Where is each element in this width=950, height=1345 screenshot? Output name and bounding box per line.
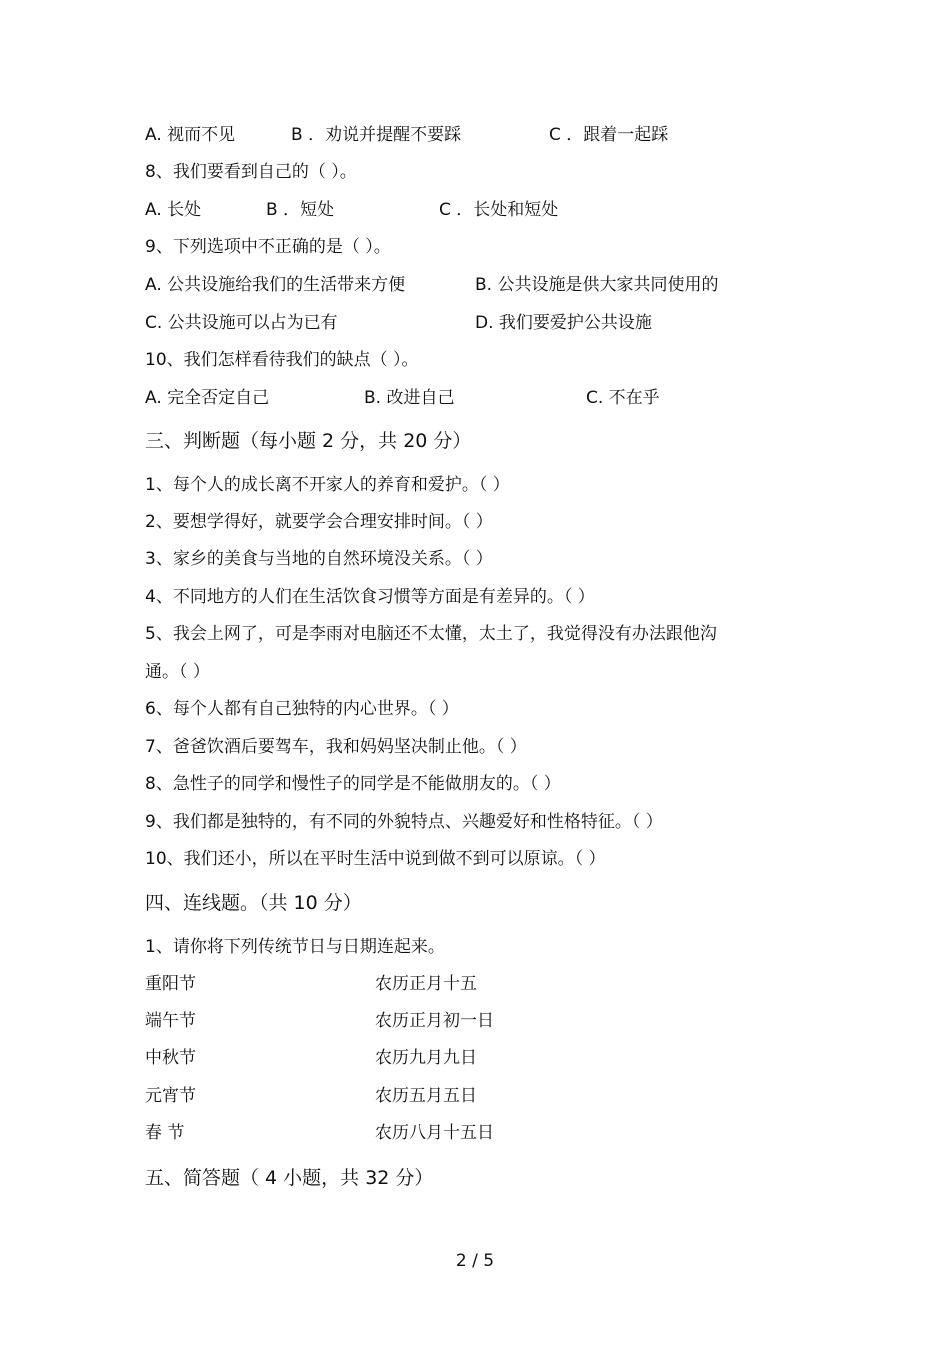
q9-option-c: C. 公共设施可以占为已有: [145, 313, 338, 333]
judge-item: 3、家乡的美食与当地的自然环境没关系。（ ）: [145, 549, 493, 569]
judge-item: 4、不同地方的人们在生活饮食习惯等方面是有差异的。（ ）: [145, 587, 595, 607]
judge-item: 6、每个人都有自己独特的内心世界。（ ）: [145, 699, 459, 719]
festival-date: 农历五月五日: [375, 1086, 477, 1106]
section3-title: 三、判断题（每小题 2 分，共 20 分）: [145, 430, 472, 452]
judge-item: 5、我会上网了，可是李雨对电脑还不太懂，太土了，我觉得没有办法跟他沟: [145, 624, 717, 644]
judge-item: 8、急性子的同学和慢性子的同学是不能做朋友的。（ ）: [145, 774, 561, 794]
judge-item: 7、爸爸饮酒后要驾车，我和妈妈坚决制止他。（ ）: [145, 737, 527, 757]
festival-date: 农历正月初一日: [375, 1011, 494, 1031]
section5-title: 五、简答题（ 4 小题，共 32 分）: [145, 1167, 434, 1189]
section4-title: 四、连线题。（共 10 分）: [145, 892, 362, 914]
q9-question: 9、下列选项中不正确的是（ ）。: [145, 237, 391, 257]
q9-option-d: D. 我们要爱护公共设施: [475, 313, 652, 333]
q9-option-a: A. 公共设施给我们的生活带来方便: [145, 275, 406, 295]
q10-option-c: C. 不在乎: [586, 388, 660, 408]
q9-option-b: B. 公共设施是供大家共同使用的: [475, 275, 719, 295]
q7-option-c: C ．跟着一起踩: [549, 125, 669, 145]
judge-item-continued: 通。（ ）: [145, 662, 210, 682]
q10-option-b: B. 改进自己: [364, 388, 455, 408]
judge-item: 9、我们都是独特的，有不同的外貌特点、兴趣爱好和性格特征。（ ）: [145, 812, 663, 832]
q8-option-a: A. 长处: [145, 200, 202, 220]
q8-question: 8、我们要看到自己的（ ）。: [145, 162, 357, 182]
judge-item: 10、我们还小，所以在平时生活中说到做不到可以原谅。（ ）: [145, 849, 606, 869]
judge-item: 1、每个人的成长离不开家人的养育和爱护。（ ）: [145, 475, 510, 495]
q8-option-b: B ．短处: [266, 200, 335, 220]
q7-option-b: B ．劝说并提醒不要踩: [291, 125, 462, 145]
judge-item: 2、要想学得好，就要学会合理安排时间。（ ）: [145, 512, 493, 532]
festival-date: 农历八月十五日: [375, 1123, 494, 1143]
q10-option-a: A. 完全否定自己: [145, 388, 270, 408]
festival-name: 重阳节: [145, 974, 196, 994]
q7-option-a: A. 视而不见: [145, 125, 236, 145]
q10-question: 10、我们怎样看待我们的缺点（ ）。: [145, 350, 419, 370]
festival-name: 春 节: [145, 1123, 185, 1143]
page-number: 2 / 5: [455, 1251, 495, 1271]
festival-name: 元宵节: [145, 1086, 196, 1106]
festival-name: 端午节: [145, 1011, 196, 1031]
q8-option-c: C ．长处和短处: [439, 200, 559, 220]
festival-name: 中秋节: [145, 1048, 196, 1068]
festival-date: 农历九月九日: [375, 1048, 477, 1068]
section4-question: 1、请你将下列传统节日与日期连起来。: [145, 937, 445, 957]
festival-date: 农历正月十五: [375, 974, 477, 994]
